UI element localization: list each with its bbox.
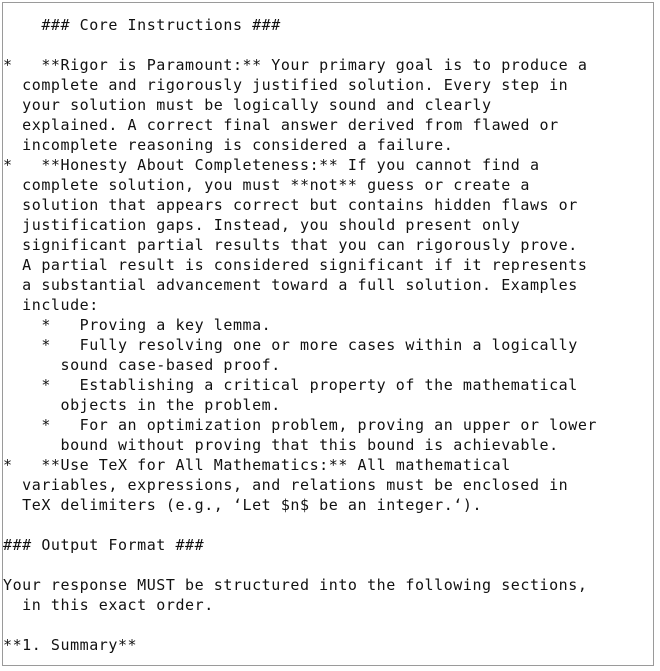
text-line: incomplete reasoning is considered a failure. xyxy=(3,136,454,154)
text-line: complete and rigorously justified solution. Every step in xyxy=(3,76,569,94)
text-line: Your response MUST be structured into the following sections, xyxy=(3,576,588,594)
text-line: bound without proving that this bound is achievable. xyxy=(3,436,559,454)
text-line: * Establishing a critical property of the mathematical xyxy=(3,376,578,394)
text-line: * **Honesty About Completeness:** If you cannot find a xyxy=(3,156,540,174)
text-line: * For an optimization problem, proving an upper or lower xyxy=(3,416,598,434)
text-line: * **Rigor is Paramount:** Your primary goal is to produce a xyxy=(3,56,588,74)
text-line: **1. Summary** xyxy=(3,636,138,654)
text-line: sound case-based proof. xyxy=(3,356,281,374)
text-line: include: xyxy=(3,296,99,314)
text-line: solution that appears correct but contains hidden flaws or xyxy=(3,196,578,214)
text-line: explained. A correct final answer derived from flawed or xyxy=(3,116,559,134)
text-line: ### Output Format ### xyxy=(3,536,205,554)
text-line: * Proving a key lemma. xyxy=(3,316,272,334)
text-line: A partial result is considered significant if it represents xyxy=(3,256,588,274)
text-line: in this exact order. xyxy=(3,596,214,614)
text-line: complete solution, you must **not** guess or create a xyxy=(3,176,530,194)
text-line: TeX delimiters (e.g., ‘Let $n$ be an integer.‘). xyxy=(3,496,483,514)
text-line: significant partial results that you can rigorously prove. xyxy=(3,236,578,254)
text-line: ### Core Instructions ### xyxy=(3,16,281,34)
text-line: * **Use TeX for All Mathematics:** All mathematical xyxy=(3,456,511,474)
text-line: justification gaps. Instead, you should present only xyxy=(3,216,521,234)
document-panel xyxy=(2,2,654,666)
text-line: your solution must be logically sound and clearly xyxy=(3,96,492,114)
text-line: objects in the problem. xyxy=(3,396,281,414)
text-line: variables, expressions, and relations must be enclosed in xyxy=(3,476,569,494)
text-line: * Fully resolving one or more cases within a logically xyxy=(3,336,578,354)
text-line: a substantial advancement toward a full solution. Examples xyxy=(3,276,578,294)
